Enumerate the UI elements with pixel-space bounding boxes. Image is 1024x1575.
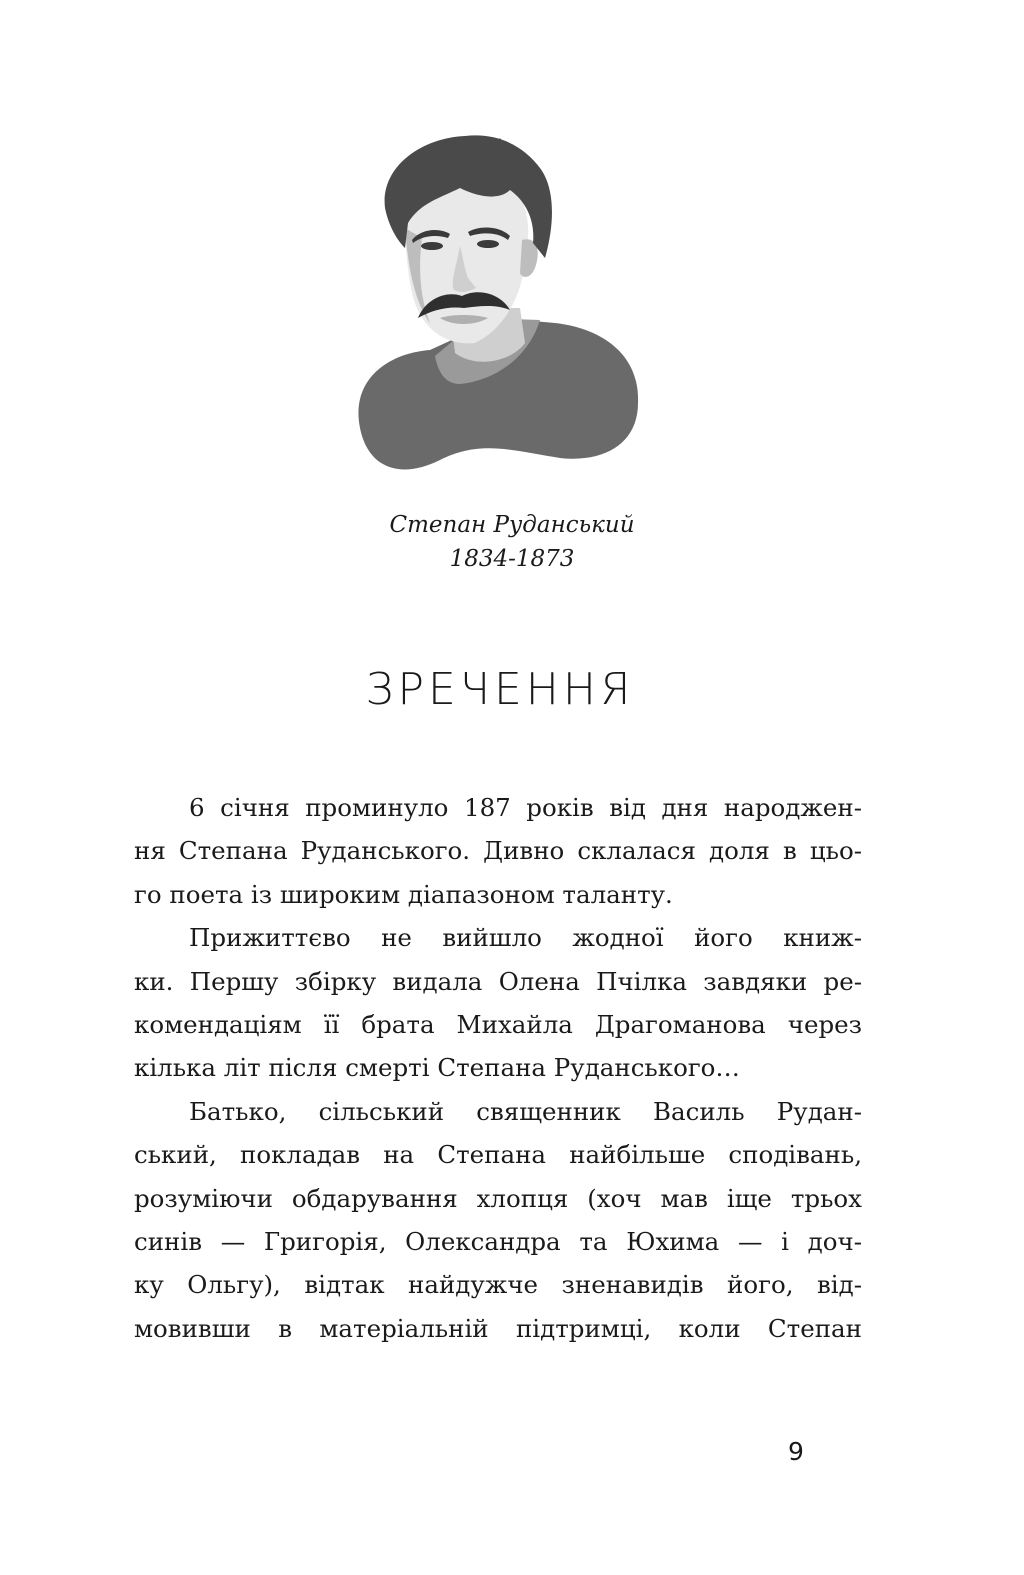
portrait-caption <box>0 508 1024 576</box>
text-line: 6 січня проминуло 187 років від дня народжен- <box>189 793 862 822</box>
text-line: ку Ольгу), відтак найдужче зненавидів його, від- <box>134 1270 862 1300</box>
text-line: мовивши в матеріальній підтримці, коли Степан <box>134 1313 862 1343</box>
paragraph <box>134 916 862 1090</box>
text-line: ки. Першу збірку видала Олена Пчілка завдяки ре- <box>134 966 862 996</box>
text-line: го поета із широким діапазоном таланту. <box>134 879 673 909</box>
paragraph <box>134 1090 862 1350</box>
portrait-eye-left <box>421 242 443 250</box>
text-line: ня Степана Руданського. Дивно склалася доля в цьо- <box>134 836 862 866</box>
text-line: Батько, сільський священник Василь Рудан- <box>189 1096 862 1126</box>
text-line: Прижиттєво не вийшло жодної його книж- <box>189 923 862 953</box>
page-number: 9 <box>788 1437 804 1466</box>
paragraph <box>134 786 862 916</box>
author-years: 1834-1873 <box>449 546 575 572</box>
author-name: Степан Руданський <box>389 512 635 538</box>
text-line: ський, покладав на Степана найбільше сподівань, <box>134 1140 862 1170</box>
portrait-illustration <box>350 128 645 478</box>
text-line: синів — Григорія, Олександра та Юхима — і доч- <box>134 1226 862 1256</box>
text-line: комендаціям її брата Михайла Драгоманова через <box>134 1009 862 1039</box>
text-line: розуміючи обдарування хлопця (хоч мав іще трьох <box>134 1183 862 1213</box>
chapter-title: ЗРЕЧЕННЯ <box>365 664 635 715</box>
text-line: кілька літ після смерті Степана Руданського… <box>134 1053 740 1083</box>
body-text <box>134 786 862 1350</box>
portrait-eye-right <box>477 240 499 248</box>
